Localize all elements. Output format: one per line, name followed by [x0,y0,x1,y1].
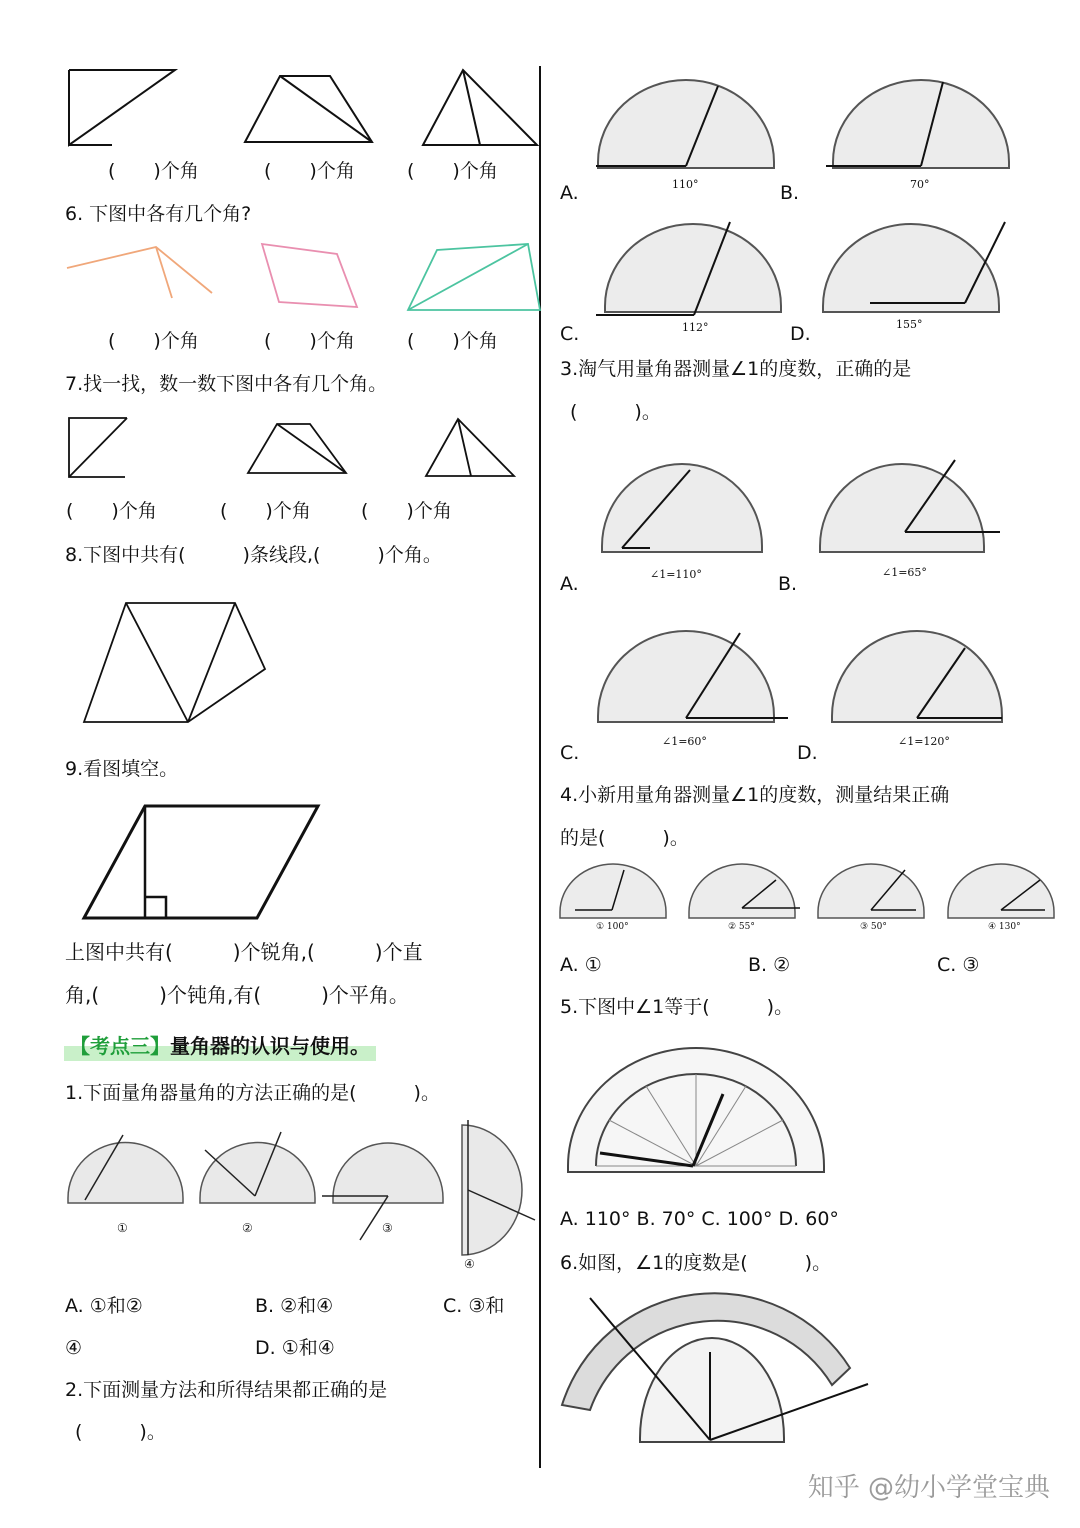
q2-caption-d: 155° [896,318,923,331]
q3-blank[interactable]: ( )。 [570,401,661,423]
q6-answer-2[interactable]: ( )个角 [264,330,355,352]
section-title: 量角器的认识与使用。 [170,1034,370,1058]
q2-option-b[interactable]: B. [780,182,800,204]
q1-option-d[interactable]: D. ①和④ [255,1337,335,1359]
q2-caption-c: 112° [682,321,709,334]
q2-caption-a: 110° [672,178,699,191]
q1-fig-label-4: ④ [464,1257,475,1271]
q3-title: 3.淘气用量角器测量∠1的度数，正确的是 [560,358,912,380]
q9-parallelogram [84,806,318,918]
q6-title-right: 6.如图，∠1的度数是( )。 [560,1252,832,1274]
q3-caption-c: ∠1=60° [662,735,707,748]
q2-option-c[interactable]: C. [560,323,580,345]
q6-answer-1[interactable]: ( )个角 [108,330,199,352]
q3-option-b[interactable]: B. [778,573,798,595]
q4-caption-2: ② 55° [728,922,755,932]
q4-option-a[interactable]: A. ① [560,954,602,976]
q3-option-a[interactable]: A. [560,573,579,595]
q1-fig-label-2: ② [242,1221,253,1235]
q1-option-a[interactable]: A. ①和② [65,1295,143,1317]
q8-title: 8.下图中共有( )条线段,( )个角。 [65,544,442,566]
q1-option-c-cont[interactable]: ④ [65,1337,83,1359]
q1-title: 1.下面量角器量角的方法正确的是( )。 [65,1082,440,1104]
q6-figures [67,244,540,310]
q4-caption-3: ③ 50° [860,922,887,932]
q3-caption-b: ∠1=65° [882,566,927,579]
q7-answer-1[interactable]: ( )个角 [66,500,157,522]
q4-option-b[interactable]: B. ② [748,954,791,976]
section-bracket: 【考点三】 [70,1034,170,1058]
row1-answer-1[interactable]: ( )个角 [108,160,199,182]
fig-right-angle-split [69,70,175,145]
section-header [64,1028,376,1061]
q4-option-c[interactable]: C. ③ [937,954,980,976]
q2-caption-b: 70° [910,178,930,191]
q3-option-d[interactable]: D. [797,742,818,764]
q6-answer-3[interactable]: ( )个角 [407,330,498,352]
q2-option-d[interactable]: D. [790,323,811,345]
q4-caption-4: ④ 130° [988,922,1021,932]
q3-caption-d: ∠1=120° [898,735,950,748]
row1-answer-3[interactable]: ( )个角 [407,160,498,182]
q6-title: 6. 下图中各有几个角? [65,203,252,225]
q7-answer-3[interactable]: ( )个角 [361,500,452,522]
q4-caption-1: ① 100° [596,922,629,932]
q4-protractors [560,864,1054,918]
q1-protractors [68,1125,522,1255]
q2-protractors [598,80,1009,312]
q1-option-b[interactable]: B. ②和④ [255,1295,334,1317]
row1-answer-2[interactable]: ( )个角 [264,160,355,182]
q2-title: 2.下面测量方法和所得结果都正确的是 [65,1379,388,1401]
q4-title: 4.小新用量角器测量∠1的度数，测量结果正确 [560,784,950,806]
q7-answer-2[interactable]: ( )个角 [220,500,311,522]
q8-figure [84,603,265,722]
q2-blank[interactable]: ( )。 [75,1421,166,1443]
watermark: 知乎 @幼小学堂宝典 [807,1473,1050,1503]
q3-option-c[interactable]: C. [560,742,580,764]
fig-triangle-split [423,70,537,145]
q3-caption-a: ∠1=110° [650,568,702,581]
q1-fig-label-1: ① [117,1221,128,1235]
q4-title-cont: 的是( )。 [560,827,689,849]
fig-trapezoid-diagonal [245,76,372,142]
q9-title: 9.看图填空。 [65,758,179,780]
q1-fig-label-3: ③ [382,1221,393,1235]
q7-figures [69,418,514,477]
q7-title: 7.找一找，数一数下图中各有几个角。 [65,373,388,395]
row1-figures [69,70,537,145]
q5-title: 5.下图中∠1等于( )。 [560,996,794,1018]
q9-line1: 上图中共有( )个锐角,( )个直 [65,940,423,964]
q1-option-c[interactable]: C. ③和 [443,1295,505,1317]
q9-line2: 角,( )个钝角,有( )个平角。 [65,983,409,1007]
q5-options[interactable]: A. 110° B. 70° C. 100° D. 60° [560,1208,839,1230]
q2-option-a[interactable]: A. [560,182,579,204]
